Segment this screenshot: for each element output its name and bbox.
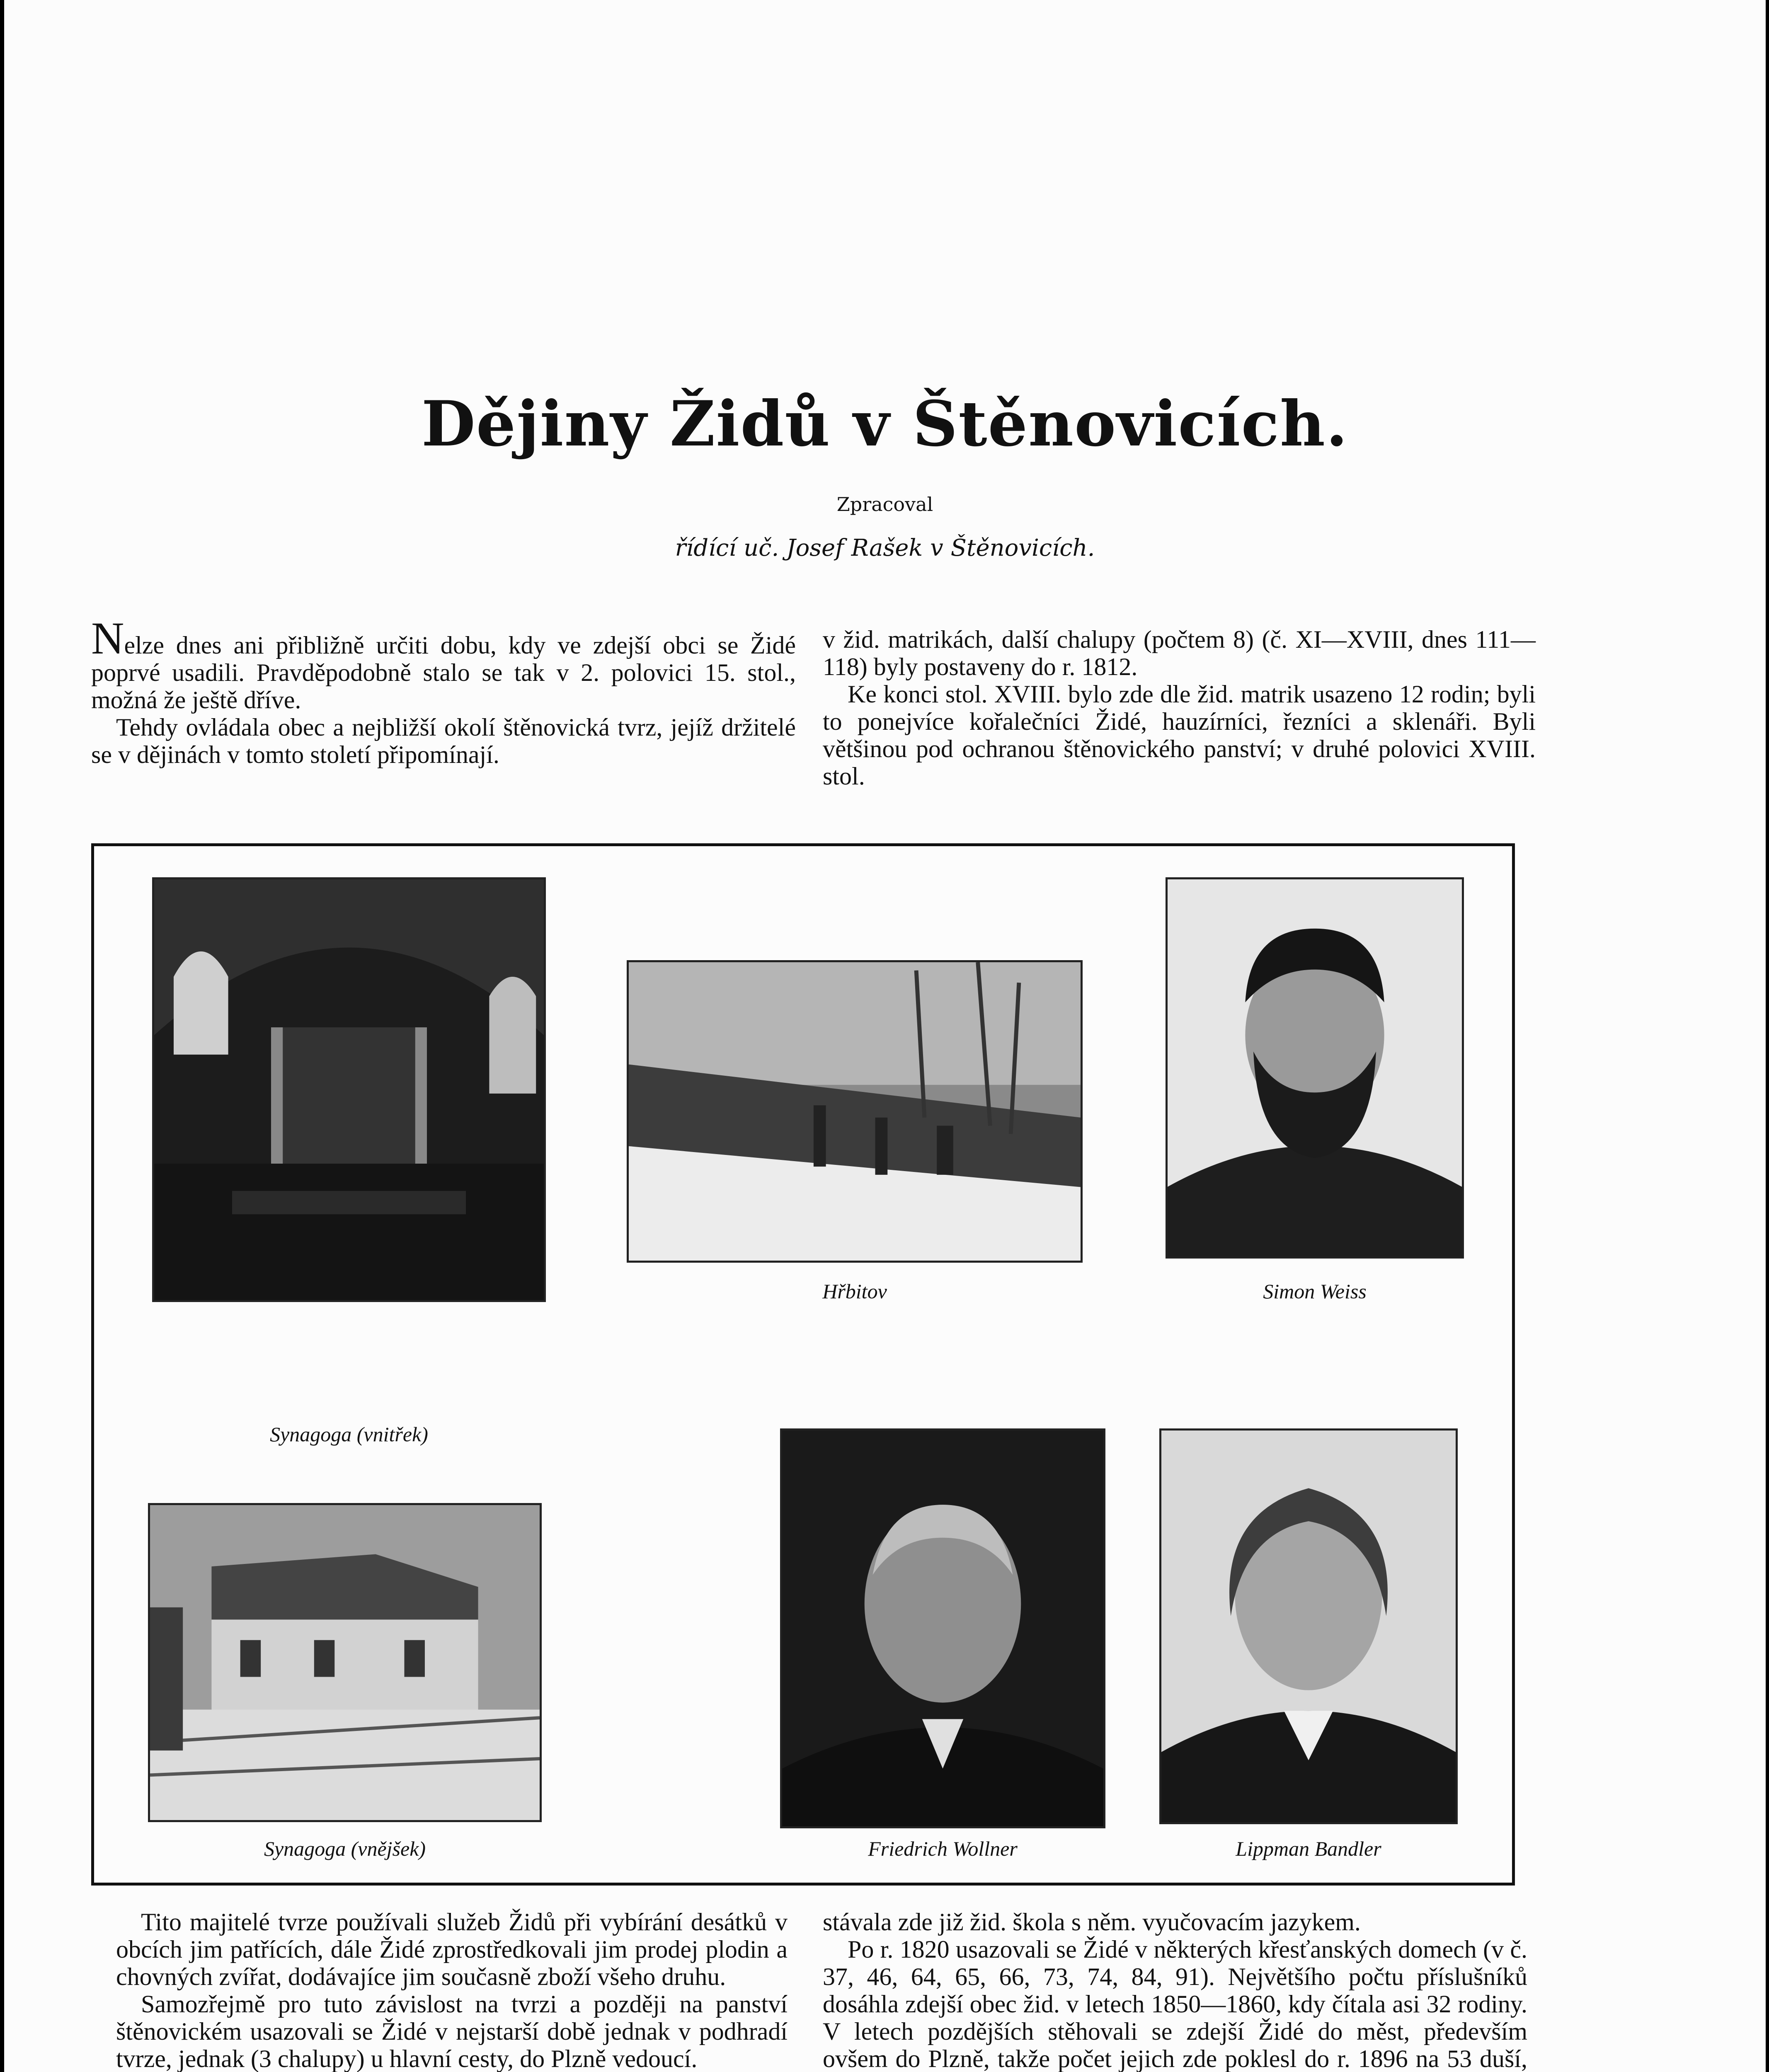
photo-hrbitov <box>627 960 1083 1263</box>
photo-frame <box>91 843 1515 1886</box>
synagoga-interior-image <box>154 879 544 1300</box>
simon-weiss-portrait <box>1168 879 1462 1256</box>
paragraph-text: elze dnes ani přibližně určiti dobu, kdy ve zdejší obci se Židé poprvé usadili. Pravděpodobně stalo se tak v 2. polovici 15. stol., možná že ještě dříve. <box>91 632 796 714</box>
paragraph: Samozřejmě pro tuto závislost na tvrzi a později na panství štěnovickém usazovali se Židé v nejstarší době jednak v podhradí tvrze, jednak (3 chalupy) u hlavní cesty, do Plzně vedoucí. <box>116 1990 788 2072</box>
page <box>4 0 1766 2072</box>
column-top-left <box>91 613 796 768</box>
paragraph: Po r. 1820 usazovali se Židé v některých křesťanských domech (v č. 37, 46, 64, 65, 66, 73, 74, 84, 91). Největšího počtu příslušníků dosáhla zdejší obec žid. v letech 1850—1860, kdy čítala asi 32 rodiny. V letech pozdějších stěhovali se zdejší Židé do měst, především ovšem do Plzně, takže počet jejich zde poklesl do r. 1896 na 53 duší, <box>823 1936 1527 2072</box>
paragraph <box>91 613 796 714</box>
column-bottom-left <box>116 1908 788 2072</box>
caption-synagoga-interior: Synagoga (vnitřek) <box>270 1423 428 1446</box>
byline-label: Zpracoval <box>836 493 933 516</box>
paragraph: Tehdy ovládala obec a nejbližší okolí štěnovická tvrz, jejíž držitelé se v dějinách v tomto století připomínají. <box>91 714 796 768</box>
caption-friedrich-wollner: Friedrich Wollner <box>868 1837 1018 1860</box>
photo-simon-weiss <box>1166 877 1464 1259</box>
paragraph: Ke konci stol. XVIII. bylo zde dle žid. matrik usazeno 12 rodin; byli to ponejvíce kořalečníci Židé, hauzírníci, řezníci a sklenáři. Byli většinou pod ochranou štěnovického panství; v druhé polovici XVIII. stol. <box>823 680 1536 790</box>
photo-synagoga-exterior <box>148 1503 542 1822</box>
drop-cap: N <box>91 613 124 663</box>
caption-lippman-bandler: Lippman Bandler <box>1236 1837 1381 1860</box>
photo-synagoga-interior <box>152 877 546 1302</box>
friedrich-wollner-portrait <box>782 1431 1103 1826</box>
synagoga-exterior-image <box>150 1505 540 1820</box>
column-bottom-right <box>823 1908 1527 2072</box>
hrbitov-image <box>629 962 1081 1261</box>
byline-author: řídící uč. Josef Rašek v Štěnovicích. <box>675 535 1095 562</box>
caption-hrbitov: Hřbitov <box>822 1280 887 1303</box>
article-title: Dějiny Židů v Štěnovicích. <box>421 387 1349 460</box>
caption-synagoga-exterior: Synagoga (vnějšek) <box>264 1837 426 1860</box>
lippman-bandler-portrait <box>1161 1431 1456 1822</box>
caption-simon-weiss: Simon Weiss <box>1263 1280 1367 1303</box>
column-top-right <box>823 626 1536 790</box>
paragraph: v žid. matrikách, další chalupy (počtem 8) (č. XI—XVIII, dnes 111—118) byly postaveny do r. 1812. <box>823 626 1536 680</box>
photo-friedrich-wollner <box>780 1428 1105 1828</box>
paragraph: Tito majitelé tvrze používali služeb Židů při vybírání desátků v obcích jim patřících, dále Židé zprostředkovali jim prodej plodin a chovných zvířat, dodávajíce jim současně zboží všeho druhu. <box>116 1908 788 1990</box>
photo-lippman-bandler <box>1159 1428 1458 1824</box>
paragraph: stávala zde již žid. škola s něm. vyučovacím jazykem. <box>823 1908 1361 1936</box>
